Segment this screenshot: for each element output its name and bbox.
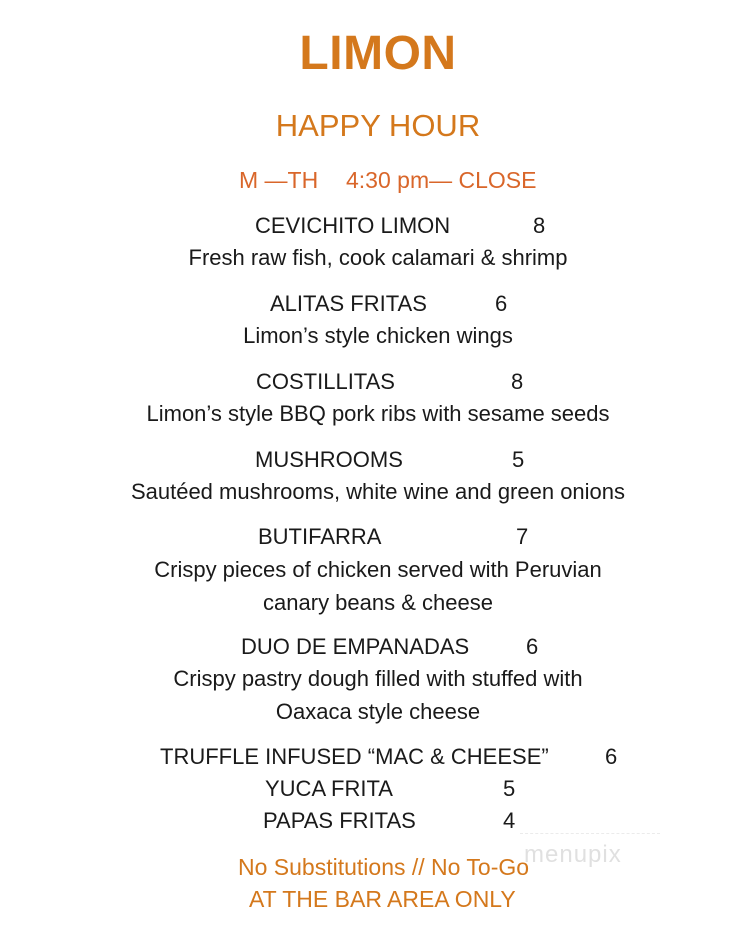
menu-item-price: 8 bbox=[533, 213, 546, 238]
menu-item-name: CEVICHITO LIMON bbox=[255, 213, 451, 238]
menu-item-name: ALITAS FRITAS bbox=[270, 291, 427, 316]
menu-item-description: canary beans & cheese bbox=[263, 590, 493, 615]
watermark bbox=[520, 833, 670, 883]
restaurant-name: LIMON bbox=[299, 27, 457, 80]
happy-hour-days: M —TH bbox=[239, 167, 319, 193]
menu-item-description: Crispy pieces of chicken served with Peruvian bbox=[154, 557, 602, 582]
menu-item-price: 6 bbox=[526, 634, 539, 659]
menu-item-description: Limon’s style BBQ pork ribs with sesame seeds bbox=[146, 401, 610, 426]
menu-item-price: 5 bbox=[503, 776, 516, 801]
menu-item-description: Limon’s style chicken wings bbox=[243, 323, 513, 348]
menu-item-description: Sautéed mushrooms, white wine and green onions bbox=[130, 479, 626, 504]
menu-item-description: Crispy pastry dough filled with stuffed with bbox=[173, 666, 583, 691]
menu-item-name: MUSHROOMS bbox=[255, 447, 403, 472]
menu-item-name: BUTIFARRA bbox=[258, 524, 382, 549]
watermark-rule bbox=[520, 833, 660, 834]
menu-item-name: COSTILLITAS bbox=[256, 369, 395, 394]
menu-item-price: 6 bbox=[495, 291, 508, 316]
menu-heading: HAPPY HOUR bbox=[275, 108, 481, 143]
menu-item-name: YUCA FRITA bbox=[265, 776, 393, 801]
menu-item-description: Oaxaca style cheese bbox=[275, 699, 481, 724]
menu-item-price: 4 bbox=[503, 808, 516, 833]
menu-item-price: 7 bbox=[516, 524, 529, 549]
watermark-text: menupix bbox=[524, 841, 622, 868]
footer-location: AT THE BAR AREA ONLY bbox=[249, 886, 516, 912]
menu-item-name: TRUFFLE INFUSED “MAC & CHEESE” bbox=[160, 744, 549, 769]
menu-item-price: 8 bbox=[511, 369, 524, 394]
menu-item-price: 5 bbox=[512, 447, 525, 472]
menu-item-name: DUO DE EMPANADAS bbox=[241, 634, 470, 659]
happy-hour-time: 4:30 pm— CLOSE bbox=[346, 167, 537, 193]
menu-item-description: Fresh raw fish, cook calamari & shrimp bbox=[188, 245, 568, 270]
menu-item-price: 6 bbox=[605, 744, 618, 769]
footer-policy: No Substitutions // No To-Go bbox=[238, 854, 530, 880]
menu-item-name: PAPAS FRITAS bbox=[263, 808, 416, 833]
